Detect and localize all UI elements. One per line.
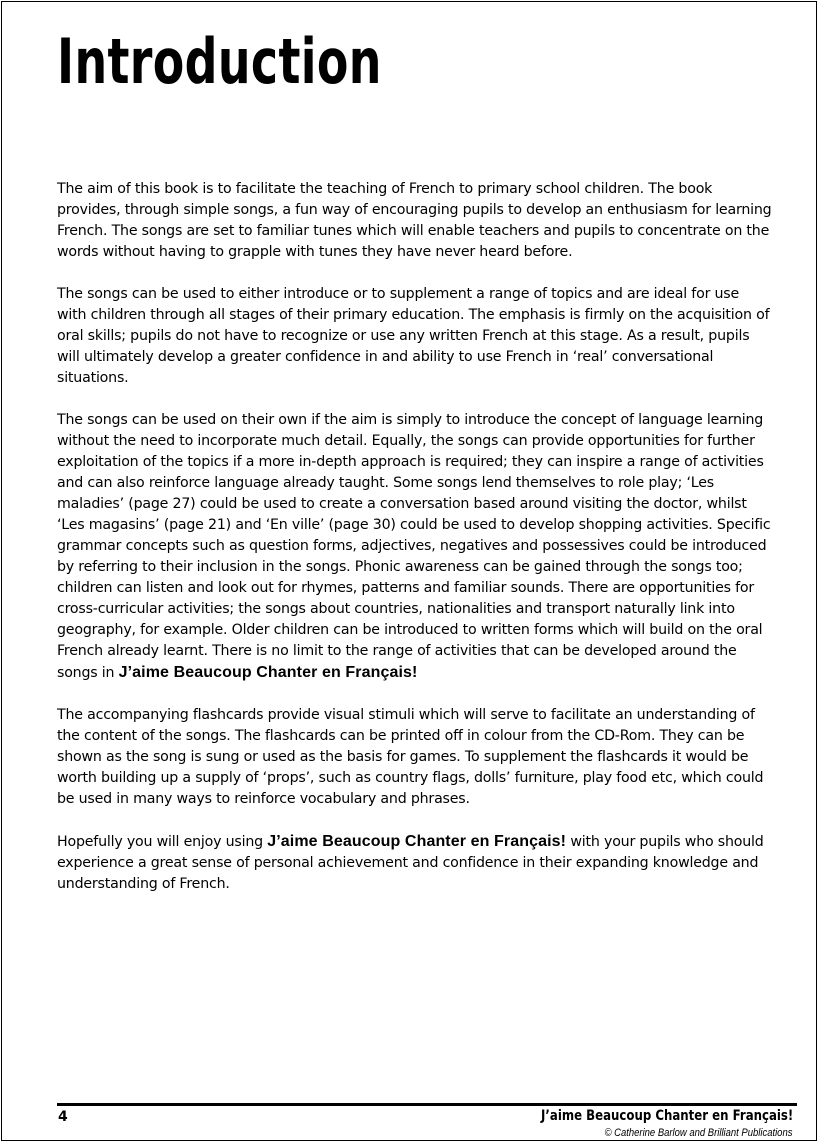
paragraph-5 [57,831,772,895]
paragraph-3 [57,410,772,684]
document-page [1,1,817,1141]
paragraph-2 [57,284,772,389]
paragraph-5-text-before: Hopefully you will enjoy using [57,834,263,850]
footer-book-title: J’aime Beaucoup Chanter en Français! [540,1108,793,1124]
paragraph-5-text-after: with your pupils who should experience a great sense of personal achievement and confidence in their expanding knowledge and understanding of French. [57,834,764,892]
paragraph-2-text: The songs can be used to either introduce or to supplement a range of topics and are ideal for use with children through all stages of their primary education. The emphasis is firmly on the acquisition of oral skills; pupils do not have to recognize or use any written French at this stage. As a result, pupils will ultimately develop a greater confidence in and ability to use French in ‘real’ conversational situations. [57,286,770,386]
paragraph-4-text: The accompanying flashcards provide visual stimuli which will serve to facilitate an understanding of the content of the songs. The flashcards can be printed off in colour from the CD-Rom. They can be shown as the song is sung or used as the basis for games. To supplement the flashcards it would be worth building up a supply of ‘props’, such as country flags, dolls’ furniture, play food etc, which could be used in many ways to reinforce vocabulary and phrases. [57,707,764,807]
footer-divider [57,1103,797,1106]
paragraph-1 [57,179,772,263]
paragraph-3-book-title: J’aime Beaucoup Chanter en Français! [118,664,418,681]
paragraph-3-text: The songs can be used on their own if the aim is simply to introduce the concept of language learning without the need to incorporate much detail. Equally, the songs can provide opportunities for further exploitation of the topics if a more in-depth approach is required; they can inspire a range of activities and can also reinforce language already taught. Some songs lend themselves to role play; ‘Les maladies’ (page 27) could be used to create a conversation based around visiting the doctor, whilst ‘Les magasins’ (page 21) and ‘En ville’ (page 30) could be used to develop shopping activities. Specific grammar concepts such as question forms, adjectives, negatives and possessives could be introduced by referring to their inclusion in the songs. Phonic awareness can be gained through the songs too; children can listen and look out for rhymes, patterns and familiar sounds. There are opportunities for cross-curricular activities; the songs about countries, nationalities and transport naturally link into geography, for example. Older children can be introduced to written forms which will build on the oral French already learnt. There is no limit to the range of activities that can be developed around the songs in [57,412,771,681]
copyright-notice: © Catherine Barlow and Brilliant Publications [604,1127,792,1139]
paragraph-5-book-title: J’aime Beaucoup Chanter en Français! [267,833,567,850]
page-number: 4 [58,1109,68,1125]
body-text [57,179,772,916]
paragraph-1-text: The aim of this book is to facilitate the teaching of French to primary school children. The book provides, through simple songs, a fun way of encouraging pupils to develop an enthusiasm for learning French. The songs are set to familiar tunes which will enable teachers and pupils to concentrate on the words without having to grapple with tunes they have never heard before. [57,181,772,260]
paragraph-4 [57,705,772,810]
page-title: Introduction [57,25,382,98]
